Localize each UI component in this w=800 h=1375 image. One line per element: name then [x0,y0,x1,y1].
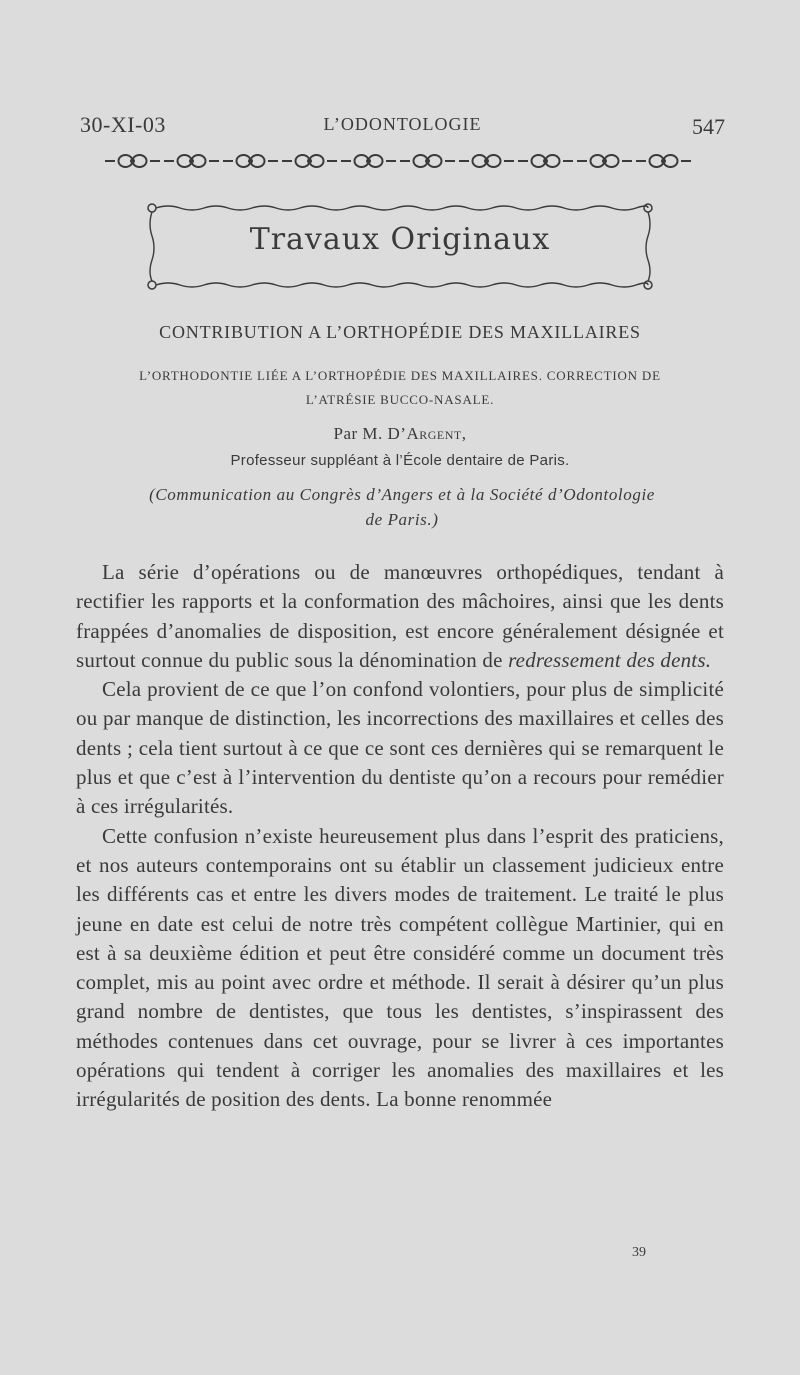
communication-note [72,482,732,532]
article-title: CONTRIBUTION A L’ORTHOPÉDIE DES MAXILLAIRES [159,322,641,342]
ornament-unit [459,155,514,167]
communication-line: de Paris.) [365,510,439,529]
author-name: D’Argent, [387,424,467,443]
paragraph [76,558,724,675]
ornament-unit [341,155,396,167]
ornament-unit [164,155,219,167]
paragraph: Cela provient de ce que l’on confond volontiers, pour plus de simplicité ou par manque de distinction, les incorrections des maxillaires et celles des dents ; cela tient surtout à ce que ce sont ces dernières qui se remarquent le plus et que c’est à l’intervention du dentiste qu’on a recours pour remédier à ces irrégularités. [76,677,724,819]
journal-title: L’ODONTOLOGIE [323,114,482,134]
ornament-unit [282,155,337,167]
ornamental-rule [103,150,693,172]
paragraph-text: La série d’opérations ou de manœuvres orthopédiques, tendant à rectifier les rapports et la conformation des mâchoires, ainsi que les dents frappées d’anomalies de disposition, est encore généralement désignée et surtout connue du public sous la dénomination de [76,560,724,672]
paragraph: Cette confusion n’existe heureusement plus dans l’esprit des praticiens, et nos auteurs contemporains ont su établir un classement judicieux entre les différents cas et entre les divers modes de traitement. Le traité le plus jeune en date est celui de notre très compétent collègue Martinier, qui en est à sa deuxième édition et peut être considéré comme un document très complet, mis au point avec ordre et méthode. Il serait à désirer qu’un plus grand nombre de dentistes, que tous les dentistes, s’inspirassent des méthodes contenues dans cet ouvrage, pour se livrer à ces importantes opérations qui tendent à corriger les anomalies des maxillaires et les irrégularités de position des dents. La bonne renommée [76,823,724,1112]
author-prefix: Par M. [333,424,388,443]
communication-line: (Communication au Congrès d’Angers et à la Société d’Odontologie [149,485,655,504]
article-body [76,558,724,1115]
ornament-unit [400,155,455,167]
article-subtitle [75,364,725,412]
ornament-unit [105,155,160,167]
author-line [0,424,800,444]
ornament-unit [223,155,278,167]
emphasized-term: redressement des dents. [508,647,712,672]
subtitle-line: L’ORTHODONTIE LIÉE A L’ORTHOPÉDIE DES MAXILLAIRES. CORRECTION DE [139,368,661,383]
ornament-unit [577,155,632,167]
ornament-unit [518,155,573,167]
section-title: Travaux Originaux [249,222,551,257]
page-number: 547 [692,114,725,139]
subtitle-line: L’ATRÉSIE BUCCO-NASALE. [305,392,495,407]
issue-date: 30-XI-03 [80,112,166,137]
ornament-unit [636,155,691,167]
author-affiliation: Professeur suppléant à l’École dentaire de Paris. [230,452,570,469]
running-head [80,112,725,142]
signature-mark: 39 [632,1245,646,1260]
